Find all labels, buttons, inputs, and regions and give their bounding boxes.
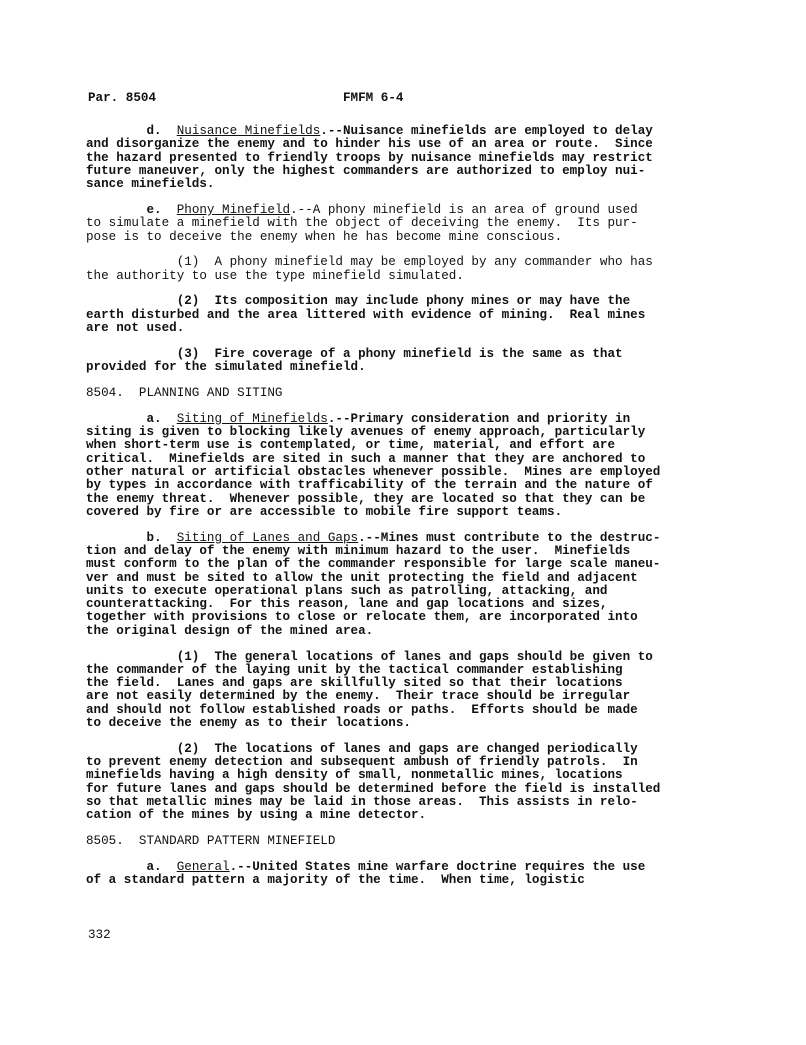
document-body xyxy=(86,125,726,900)
subsection-title: Siting of Lanes and Gaps xyxy=(176,530,359,545)
paragraph-reference: Par. 8504 xyxy=(88,91,157,105)
paragraph-8504-b-2: (2) The locations of lanes and gaps are changed periodically to prevent enemy detection and subsequent ambush of friendly patrols. In minefields having a high density of small, nonmetallic mines, locations for future lanes and gaps should be determined before the field is installed so that metallic mines may be laid in those areas. This assists in relo- cation of the mines by using a mine detector. xyxy=(86,741,661,823)
paragraph-d: d. Nuisance Minefields.--Nuisance minefields are employed to delay and disorganize the enemy and to hinder his use of an area or route. Since the hazard presented to friendly troops by nuisance minefields may restrict future maneuver, only the highest commanders are authorized to employ nui- sance minefields. xyxy=(86,124,653,192)
subsection-title: Siting of Minefields xyxy=(176,411,328,426)
paragraph-e: e. Phony Minefield.--A phony minefield is an area of ground used to simulate a minefield with the object of deceiving the enemy. Its pur- pose is to deceive the enemy when he has become mine conscious. xyxy=(86,202,638,244)
subsection-title: Phony Minefield xyxy=(176,202,291,217)
paragraph-8505-a: a. General.--United States mine warfare doctrine requires the use of a standard pattern a majority of the time. When time, logistic xyxy=(86,859,646,888)
paragraph-e-2: (2) Its composition may include phony mines or may have the earth disturbed and the area littered with evidence of mining. Real mines are not used. xyxy=(86,294,646,336)
subsection-title: Nuisance Minefields xyxy=(176,124,321,138)
paragraph-8504-a: a. Siting of Minefields.--Primary consideration and priority in siting is given to blocking likely avenues of enemy approach, particularly when short-term use is contemplated, or time, material, and effort are critical. Minefields are sited in such a manner that they are anchored to other natural or artificial obstacles whenever possible. Mines are employed by types in accordance with trafficability of the terrain and the nature of the enemy threat. Whenever possible, they are located so that they can be covered by fire or are accessible to mobile fire support teams. xyxy=(86,411,661,519)
paragraph-e-3: (3) Fire coverage of a phony minefield is the same as that provided for the simulated minefield. xyxy=(86,346,623,375)
section-heading-8504: 8504. PLANNING AND SITING xyxy=(86,385,283,400)
paragraph-8504-b-1: (1) The general locations of lanes and gaps should be given to the commander of the laying unit by the tactical commander establishing the field. Lanes and gaps are skillfully sited so that their locations are not easily determined by the enemy. Their trace should be irregular and should not follow established roads or paths. Efforts should be made to deceive the enemy as to their locations. xyxy=(86,649,653,730)
paragraph-8504-b: b. Siting of Lanes and Gaps.--Mines must contribute to the destruc- tion and delay of the enemy with minimum hazard to the user. Minefields must conform to the plan of the commander responsible for large scale maneu- ver and must be sited to allow the unit protecting the field and adjacent units to execute operational plans such as patrolling, attacking, and counterattacking. For this reason, lane and gap locations and sizes, together with provisions to close or relocate them, are incorporated into the original design of the mined area. xyxy=(86,530,661,638)
section-heading-8505: 8505. STANDARD PATTERN MINEFIELD xyxy=(86,834,336,849)
subsection-title: General xyxy=(176,859,230,874)
paragraph-e-1: (1) A phony minefield may be employed by any commander who has the authority to use the type minefield simulated. xyxy=(86,255,653,283)
page-number: 332 xyxy=(88,928,111,942)
manual-designation: FMFM 6-4 xyxy=(343,91,404,105)
